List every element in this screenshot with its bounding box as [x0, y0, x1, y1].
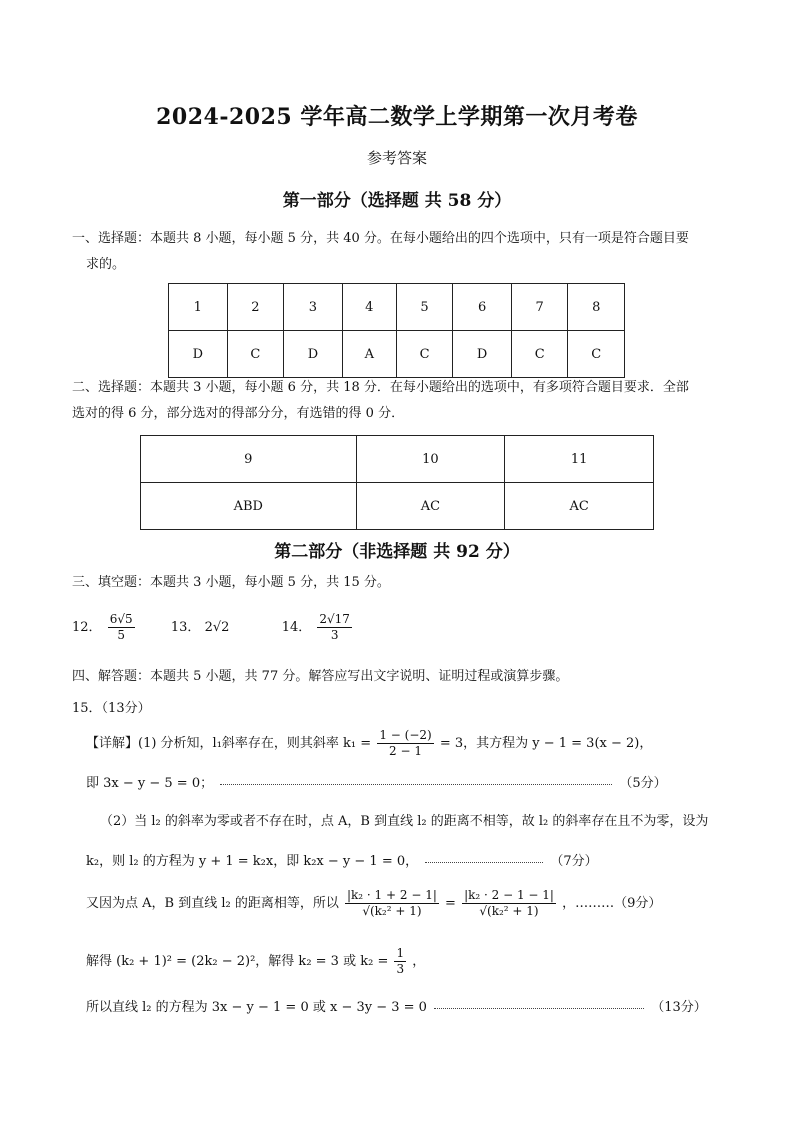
- solution-line-2: [86, 772, 667, 791]
- solution-text: k₂，则 l₂ 的方程为 y + 1 = k₂x，即 k₂x − y − 1 = 0，: [86, 854, 419, 869]
- k2-denominator: 3: [396, 962, 405, 976]
- solution-line-7: [86, 996, 707, 1015]
- solution-text: 又因为点 A，B 到直线 l₂ 的距离相等，所以: [86, 896, 339, 911]
- answer-table-1: [168, 283, 625, 378]
- q12-numerator: 6√5: [109, 612, 133, 626]
- page-title: 2024-2025 学年高二数学上学期第一次月考卷: [156, 104, 638, 130]
- table-cell: 10: [356, 436, 505, 483]
- solution-line-4: [86, 850, 598, 869]
- page-subtitle: 参考答案: [366, 149, 427, 167]
- distance-fraction-b: [462, 888, 556, 919]
- dotted-leader: [425, 861, 543, 863]
- q12-label: 12．: [72, 620, 102, 635]
- table-cell: A: [342, 331, 396, 378]
- q14-fraction: [317, 612, 352, 643]
- table-cell: ABD: [141, 483, 357, 530]
- section4-heading: 四、解答题：本题共 5 小题，共 77 分。解答应写出文字说明、证明过程或演算步骤。: [72, 669, 569, 684]
- table-answer-row: [141, 483, 654, 530]
- q14-numerator: 2√17: [319, 612, 350, 626]
- fill-in-answers: [72, 612, 354, 643]
- solution-text: ，: [412, 954, 426, 969]
- solution-line-5: [86, 888, 661, 919]
- distance-fraction-a: [345, 888, 439, 919]
- table-cell: C: [396, 331, 453, 378]
- table-cell: 4: [342, 284, 396, 331]
- section2-line1: 二、选择题：本题共 3 小题，每小题 6 分，共 18 分．在每小题给出的选项中，有多项符合题目要求．全部: [72, 380, 689, 395]
- score-mark: （5分）: [619, 776, 667, 791]
- slope-fraction: [377, 728, 433, 759]
- table-cell: 8: [568, 284, 625, 331]
- table-cell: 2: [227, 284, 284, 331]
- q14-denominator: 3: [330, 628, 339, 642]
- slope-numerator: 1 − (−2): [379, 728, 432, 742]
- table-cell: 11: [505, 436, 654, 483]
- section1-line1: 一、选择题：本题共 8 小题，每小题 5 分，共 40 分。在每小题给出的四个选项中，只有一项是符合题目要: [72, 231, 689, 246]
- slope-denominator: 2 − 1: [389, 744, 422, 758]
- score-mark: ，………（9分）: [562, 896, 662, 911]
- q14-label: 14．: [281, 620, 312, 635]
- table-cell: AC: [356, 483, 505, 530]
- k2-fraction: [394, 946, 406, 977]
- section2-line2: 选对的得 6 分，部分选对的得部分分，有选错的得 0 分．: [72, 406, 405, 421]
- solution-line-6: [86, 946, 425, 977]
- solution-text: 所以直线 l₂ 的方程为 3x − y − 1 = 0 或 x − 3y − 3 = 0: [86, 1000, 427, 1015]
- solution-text: 解得 (k₂ + 1)² = (2k₂ − 2)²，解得 k₂ = 3 或 k₂ =: [86, 954, 389, 969]
- table-cell: C: [568, 331, 625, 378]
- q12-denominator: 5: [117, 628, 125, 642]
- solution-text: = 3，其方程为 y − 1 = 3(x − 2)，: [439, 736, 653, 751]
- score-mark: （7分）: [550, 854, 598, 869]
- solution-text: 【详解】(1) 分析知，l₁斜率存在，则其斜率 k₁ =: [86, 736, 372, 751]
- table-cell: D: [453, 331, 512, 378]
- table-cell: AC: [505, 483, 654, 530]
- part2-heading: 第二部分（非选择题 共 92 分）: [274, 542, 520, 562]
- dotted-leader: [220, 783, 612, 785]
- table-answer-row: [169, 331, 625, 378]
- solution-text: 即 3x − y − 5 = 0；: [86, 776, 214, 791]
- table-cell: 6: [453, 284, 512, 331]
- table-cell: D: [284, 331, 343, 378]
- table-cell: 1: [169, 284, 228, 331]
- section1-line2: 求的。: [86, 257, 126, 272]
- part1-heading: 第一部分（选择题 共 58 分）: [282, 191, 512, 211]
- solution-line-1: [86, 728, 652, 759]
- table-cell: 3: [284, 284, 343, 331]
- distance-denominator-b: √(k₂² + 1): [479, 904, 539, 918]
- q13-label: 13．: [170, 620, 201, 635]
- q13-value: 2√2: [204, 620, 230, 635]
- section2-instructions: [72, 375, 732, 427]
- table-header-row: [169, 284, 625, 331]
- table-cell: 5: [396, 284, 453, 331]
- table-cell: C: [511, 331, 568, 378]
- table-cell: D: [169, 331, 228, 378]
- table-cell: 7: [511, 284, 568, 331]
- score-mark: （13分）: [651, 1000, 707, 1015]
- section3-heading: 三、填空题：本题共 3 小题，每小题 5 分，共 15 分。: [72, 575, 390, 590]
- solution-line-3: （2）当 l₂ 的斜率为零或者不存在时，点 A，B 到直线 l₂ 的距离不相等，故 l₂ 的斜率存在且不为零，设为: [100, 814, 709, 829]
- table-cell: 9: [141, 436, 357, 483]
- k2-numerator: 1: [396, 946, 405, 960]
- answer-table-2: [140, 435, 654, 530]
- q15-label: 15．（13分）: [72, 701, 151, 716]
- distance-numerator-b: |k₂ · 2 − 1 − 1|: [464, 888, 554, 902]
- distance-numerator-a: |k₂ · 1 + 2 − 1|: [346, 888, 437, 902]
- section1-instructions: [72, 226, 732, 278]
- equals-sign: =: [445, 896, 456, 911]
- q12-fraction: [108, 612, 135, 643]
- table-cell: C: [227, 331, 284, 378]
- dotted-leader: [434, 1007, 644, 1009]
- table-header-row: [141, 436, 654, 483]
- distance-denominator-a: √(k₂² + 1): [362, 904, 422, 918]
